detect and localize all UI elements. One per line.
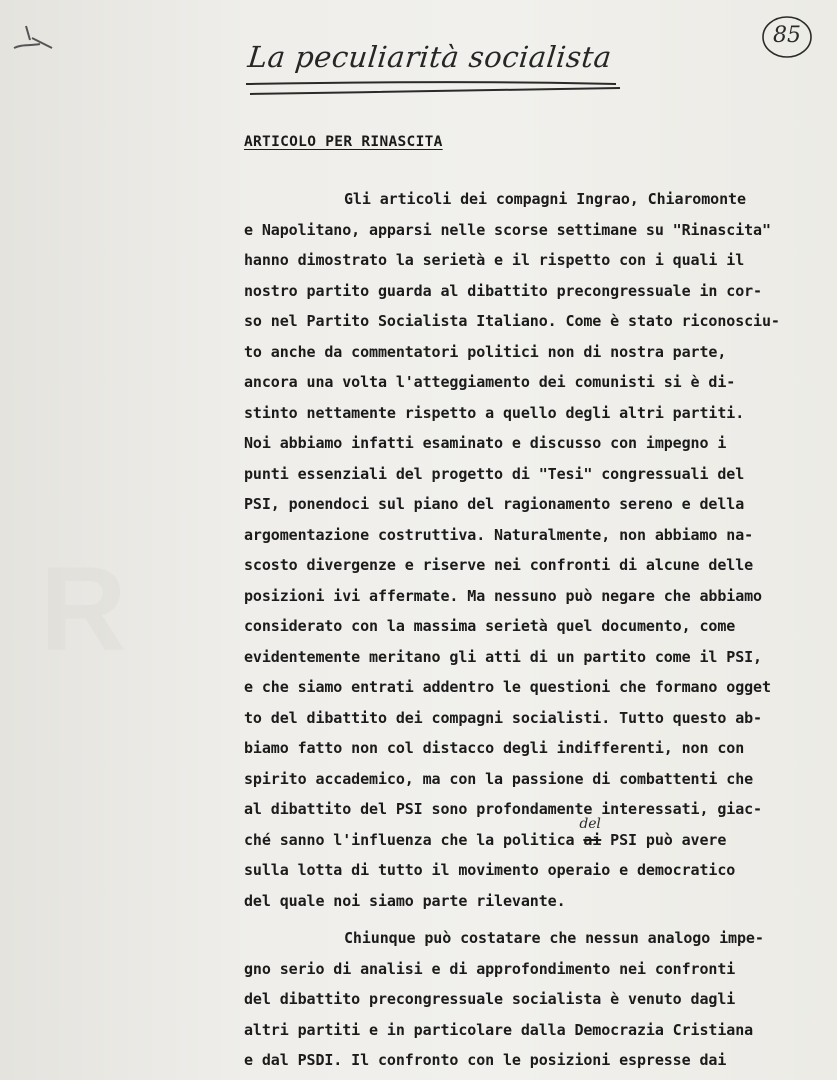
text-line: to anche da commentatori politici non di nostra parte,: [244, 342, 727, 361]
text-line: del dibattito precongressuale socialista è venuto dagli: [244, 990, 736, 1008]
text-line: argomentazione costruttiva. Naturalmente, non abbiamo na-: [244, 525, 754, 544]
handwritten-title: La peculiarità socialista: [246, 40, 614, 74]
article-heading: ARTICOLO PER RINASCITA: [244, 134, 443, 150]
corner-pencil-mark: [10, 18, 56, 58]
text-line: punti essenziali del progetto di "Tesi" congressuali del: [244, 464, 745, 483]
text-line: e che siamo entrati addentro le questioni che formano ogget: [244, 678, 771, 696]
text-line: e dal PSDI. Il confronto con le posizioni espresse dai: [244, 1051, 727, 1069]
text-line: Chiunque può costatare che nessun analogo impe-: [344, 929, 764, 947]
text-line: spirito accademico, ma con la passione di combattenti che: [244, 769, 754, 788]
text-line: al dibattito del PSI sono profondamente interessati, giac-: [244, 800, 762, 818]
text-line: considerato con la massima serietà quel documento, come: [244, 617, 736, 635]
text-line: posizioni ivi affermate. Ma nessuno può negare che abbiamo: [244, 586, 762, 605]
text-segment: PSI può avere: [601, 830, 727, 849]
text-line: gno serio di analisi e di approfondimento nei confronti: [244, 959, 736, 978]
text-line: biamo fatto non col distacco degli indifferenti, non con: [244, 739, 745, 757]
title-underline: [244, 78, 624, 102]
text-line: e Napolitano, apparsi nelle scorse settimane su "Rinascita": [244, 220, 771, 239]
text-line: hanno dimostrato la serietà e il rispetto con i quali il: [244, 251, 745, 269]
text-line: stinto nettamente rispetto a quello degli altri partiti.: [244, 403, 745, 422]
text-line: Gli articoli dei compagni Ingrao, Chiaromonte: [344, 190, 746, 208]
handwritten-insertion: del: [579, 815, 601, 832]
text-line: to del dibattito dei compagni socialisti. Tutto questo ab-: [244, 708, 762, 727]
text-line-corrected: [244, 815, 836, 856]
page-number-text: 85: [773, 23, 801, 48]
text-line: so nel Partito Socialista Italiano. Come è stato riconosciu-: [244, 312, 780, 330]
text-line: evidentemente meritano gli atti di un partito come il PSI,: [244, 647, 762, 666]
article-body: [244, 184, 836, 1076]
text-line: altri partiti e in particolare dalla Democrazia Cristiana: [244, 1020, 754, 1039]
text-line: scosto divergenze e riserve nei confronti di alcune delle: [244, 556, 754, 574]
watermark-ghost: R: [40, 542, 127, 676]
text-line: nostro partito guarda al dibattito precongressuale in cor-: [244, 281, 762, 300]
text-line: Noi abbiamo infatti esaminato e discusso con impegno i: [244, 434, 727, 452]
text-line: ancora una volta l'atteggiamento dei comunisti si è di-: [244, 373, 736, 391]
text-segment: ché sanno l'influenza che la politica: [244, 830, 584, 849]
struck-word: ai del: [579, 815, 602, 849]
text-line: sulla lotta di tutto il movimento operaio e democratico: [244, 861, 736, 879]
page-number: [760, 14, 814, 60]
text-line: del quale noi siamo parte rilevante.: [244, 891, 566, 910]
text-line: PSI, ponendoci sul piano del ragionamento sereno e della: [244, 495, 745, 513]
